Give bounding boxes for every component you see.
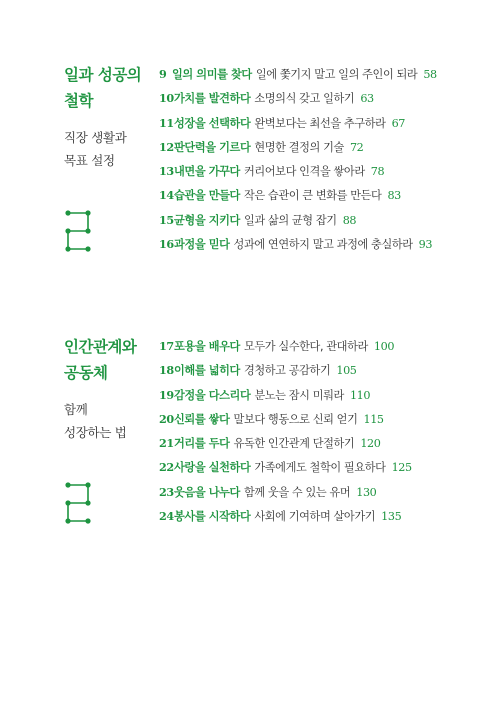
- chapter-description: 사회에 기여하며 살아가기: [254, 510, 376, 524]
- chapter-title: 균형을 지키다: [174, 213, 240, 227]
- chapter-description: 가족에게도 철학이 필요하다: [254, 461, 386, 475]
- toc-entry[interactable]: [159, 183, 480, 207]
- page-number: 78: [370, 165, 385, 179]
- page-number: 72: [349, 140, 364, 154]
- toc-list-2: [159, 334, 480, 528]
- chapter-description: 작은 습관이 큰 변화를 만든다: [243, 189, 382, 203]
- toc-entry[interactable]: [159, 407, 480, 431]
- chapter-description: 현명한 결정의 기술: [254, 140, 344, 154]
- chapter-title: 신뢰를 쌓다: [174, 412, 230, 426]
- page-number: 135: [381, 510, 402, 524]
- chapter-description: 소명의식 갖고 일하기: [254, 92, 355, 106]
- toc-entry[interactable]: [159, 86, 480, 110]
- ladder-dots-icon: [64, 209, 94, 253]
- part-subtitle-line: 직장 생활과: [64, 130, 127, 145]
- toc-entry[interactable]: [159, 431, 480, 455]
- page-number: 58: [423, 68, 437, 81]
- page-number: 130: [356, 485, 377, 499]
- page-number: 83: [387, 189, 401, 203]
- page-number: 105: [336, 364, 357, 378]
- chapter-description: 경청하고 공감하기: [243, 364, 331, 378]
- chapter-description: 모두가 실수한다, 관대하라: [243, 340, 368, 353]
- ladder-dots-icon: [64, 481, 94, 525]
- chapter-title: 일의 의미를 찾다: [172, 68, 252, 81]
- chapter-title: 내면을 가꾸다: [174, 165, 240, 179]
- toc-entry[interactable]: [159, 358, 480, 382]
- chapter-number: 14: [159, 188, 174, 203]
- part-title-line: 인간관계와: [64, 338, 137, 356]
- chapter-title: 판단력을 기르다: [174, 140, 251, 154]
- toc-entry[interactable]: [159, 383, 480, 407]
- toc-list-1: [159, 62, 480, 256]
- page-number: 115: [363, 412, 384, 426]
- chapter-number: 20: [159, 411, 174, 426]
- chapter-number: 23: [159, 484, 174, 499]
- page-number: 93: [418, 238, 433, 252]
- chapter-number: 15: [159, 212, 174, 227]
- page-number: 67: [391, 116, 405, 130]
- part-title-line: 일과 성공의: [64, 66, 142, 84]
- part-title-line: 공동체: [64, 364, 108, 382]
- chapter-description: 완벽보다는 최선을 추구하라: [254, 116, 386, 130]
- toc-entry[interactable]: [159, 455, 480, 479]
- part-title-1: [64, 62, 154, 114]
- toc-entry[interactable]: [159, 208, 480, 232]
- page-number: 88: [342, 213, 357, 227]
- chapter-title: 봉사를 시작하다: [174, 510, 251, 524]
- chapter-description: 커리어보다 인격을 쌓아라: [243, 165, 365, 179]
- chapter-title: 포용을 배우다: [174, 340, 240, 353]
- toc-entry[interactable]: [159, 111, 480, 135]
- page-number: 63: [360, 92, 374, 106]
- chapter-number: 19: [159, 387, 174, 402]
- chapter-title: 습관을 만들다: [174, 189, 240, 203]
- toc-entry[interactable]: [159, 135, 480, 159]
- chapter-title: 이해를 넓히다: [174, 364, 240, 378]
- page-number: 125: [391, 461, 412, 475]
- toc-entry[interactable]: [159, 159, 480, 183]
- part-subtitle-1: [64, 126, 154, 172]
- chapter-number: 12: [159, 139, 174, 154]
- chapter-title: 감정을 다스리다: [174, 388, 251, 402]
- chapter-number: 18: [159, 363, 174, 378]
- chapter-title: 웃음을 나누다: [174, 485, 240, 499]
- chapter-number: 22: [159, 460, 174, 475]
- chapter-number: 11: [159, 115, 174, 130]
- part-subtitle-line: 함께: [64, 402, 88, 417]
- toc-entry[interactable]: [159, 334, 480, 358]
- chapter-title: 과정을 믿다: [174, 238, 230, 252]
- chapter-number: 13: [159, 164, 174, 179]
- chapter-number: 16: [159, 237, 174, 252]
- chapter-description: 유독한 인간관계 단절하기: [233, 437, 355, 451]
- chapter-description: 일에 쫓기지 말고 일의 주인이 되라: [255, 68, 418, 81]
- chapter-number: 24: [159, 509, 174, 524]
- page-number: 110: [349, 388, 371, 402]
- page-number: 100: [373, 340, 395, 353]
- toc-entry[interactable]: [159, 62, 480, 86]
- chapter-title: 거리를 두다: [174, 437, 230, 451]
- chapter-description: 성과에 연연하지 말고 과정에 충실하라: [233, 238, 413, 252]
- chapter-description: 일과 삶의 균형 잡기: [243, 213, 337, 227]
- part-subtitle-2: [64, 398, 154, 444]
- chapter-title: 가치를 발견하다: [174, 92, 251, 106]
- part-subtitle-line: 목표 설정: [64, 153, 115, 168]
- toc-entry[interactable]: [159, 480, 480, 504]
- part-subtitle-line: 성장하는 법: [64, 425, 127, 440]
- chapter-title: 성장을 선택하다: [174, 116, 251, 130]
- part-title-2: [64, 334, 154, 386]
- toc-entry[interactable]: [159, 232, 480, 256]
- page-number: 120: [360, 437, 381, 451]
- chapter-description: 말보다 행동으로 신뢰 얻기: [233, 412, 358, 426]
- part-title-line: 철학: [64, 92, 93, 110]
- chapter-number: 10: [159, 91, 174, 106]
- chapter-title: 사랑을 실천하다: [174, 461, 251, 475]
- chapter-description: 함께 웃을 수 있는 유머: [243, 485, 351, 499]
- toc-entry[interactable]: [159, 504, 480, 528]
- chapter-number: 21: [159, 436, 174, 451]
- chapter-number: 17: [159, 339, 174, 353]
- chapter-number: 9: [159, 67, 167, 81]
- part-header-1: [64, 62, 154, 172]
- chapter-description: 분노는 잠시 미뤄라: [254, 388, 344, 402]
- part-header-2: [64, 334, 154, 444]
